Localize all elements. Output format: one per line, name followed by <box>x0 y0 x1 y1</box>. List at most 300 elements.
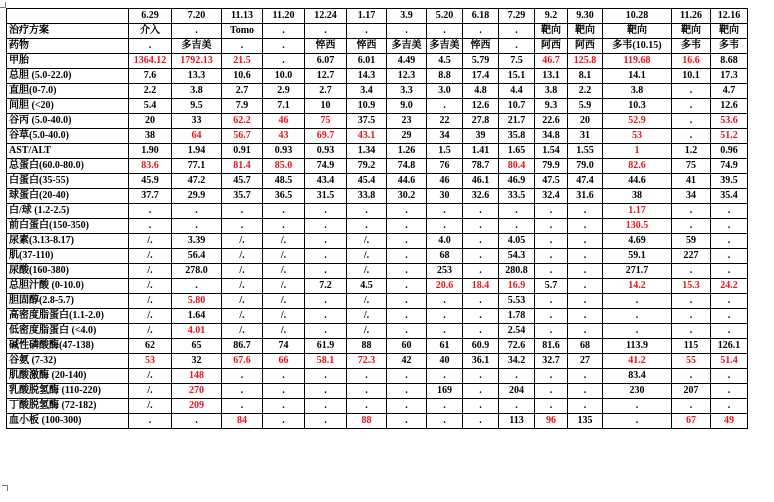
value-cell: 靶向 <box>672 24 711 39</box>
value-cell: 115 <box>672 339 711 354</box>
value-cell: 1.17 <box>603 204 672 219</box>
table-row <box>7 39 748 54</box>
value-cell: 82.6 <box>603 159 672 174</box>
value-cell: 46.1 <box>463 174 499 189</box>
row-label: 尿素(3.13-8.17) <box>7 234 129 249</box>
table-row <box>7 264 748 279</box>
value-cell: 3.4 <box>347 84 387 99</box>
value-cell: 1364.12 <box>129 54 172 69</box>
value-cell: 7.2 <box>305 279 347 294</box>
table-row <box>7 249 748 264</box>
table-row <box>7 114 748 129</box>
value-cell: 1.94 <box>172 144 222 159</box>
value-cell: . <box>305 384 347 399</box>
table-row <box>7 384 748 399</box>
value-cell: 18.4 <box>463 279 499 294</box>
value-cell: 126.1 <box>711 339 748 354</box>
value-cell: 278.0 <box>172 264 222 279</box>
value-cell: /. <box>129 294 172 309</box>
value-cell: 29.9 <box>172 189 222 204</box>
value-cell: . <box>305 309 347 324</box>
value-cell: /. <box>347 309 387 324</box>
value-cell: 27 <box>568 354 603 369</box>
value-cell: . <box>672 324 711 339</box>
value-cell: 12.6 <box>463 99 499 114</box>
value-cell: 1 <box>603 144 672 159</box>
value-cell: 113.9 <box>603 339 672 354</box>
value-cell: . <box>535 219 568 234</box>
value-cell: 34.8 <box>535 129 568 144</box>
value-cell: . <box>387 324 427 339</box>
value-cell: . <box>568 279 603 294</box>
value-cell: 多吉美 <box>427 39 463 54</box>
row-label: AST/ALT <box>7 144 129 159</box>
table-row <box>7 189 748 204</box>
value-cell: 62.2 <box>222 114 263 129</box>
row-label: 胆固醇(2.8-5.7) <box>7 294 129 309</box>
value-cell: . <box>463 324 499 339</box>
row-label: 丁酸脱氢酶 (72-182) <box>7 399 129 414</box>
table-row <box>7 144 748 159</box>
value-cell: . <box>463 369 499 384</box>
value-cell: /. <box>129 324 172 339</box>
value-cell: 34 <box>672 189 711 204</box>
value-cell: 17.4 <box>463 69 499 84</box>
value-cell: 6.07 <box>305 54 347 69</box>
table-row <box>7 369 748 384</box>
value-cell: 47.5 <box>535 174 568 189</box>
value-cell: 1.64 <box>172 309 222 324</box>
value-cell: 2.2 <box>568 84 603 99</box>
value-cell: 88 <box>347 339 387 354</box>
value-cell: 59 <box>672 234 711 249</box>
row-label: 谷草(5.0-40.0) <box>7 129 129 144</box>
value-cell: 75 <box>672 159 711 174</box>
date-cell: 11.20 <box>263 9 305 24</box>
value-cell: 0.93 <box>263 144 305 159</box>
value-cell: . <box>427 294 463 309</box>
value-cell: 51.2 <box>711 129 748 144</box>
table-row <box>7 129 748 144</box>
value-cell: 4.8 <box>463 84 499 99</box>
value-cell: . <box>499 399 535 414</box>
value-cell: 44.6 <box>603 174 672 189</box>
value-cell: /. <box>222 234 263 249</box>
value-cell: 3.3 <box>387 84 427 99</box>
value-cell: 10.0 <box>263 69 305 84</box>
value-cell: 45.9 <box>129 174 172 189</box>
value-cell: 8.1 <box>568 69 603 84</box>
table-row <box>7 294 748 309</box>
value-cell: 15.3 <box>672 279 711 294</box>
value-cell: 4.4 <box>499 84 535 99</box>
value-cell: 8.8 <box>427 69 463 84</box>
value-cell: . <box>568 234 603 249</box>
value-cell: 12.6 <box>711 99 748 114</box>
value-cell: . <box>387 249 427 264</box>
value-cell: /. <box>129 264 172 279</box>
value-cell: . <box>463 294 499 309</box>
value-cell: . <box>568 264 603 279</box>
value-cell: /. <box>222 294 263 309</box>
value-cell: 69.7 <box>305 129 347 144</box>
value-cell: . <box>263 24 305 39</box>
value-cell: 45.7 <box>222 174 263 189</box>
value-cell: 49 <box>711 414 748 429</box>
value-cell: . <box>463 399 499 414</box>
value-cell: . <box>499 219 535 234</box>
value-cell: 43 <box>263 129 305 144</box>
value-cell: 多韦 <box>672 39 711 54</box>
value-cell: . <box>222 219 263 234</box>
value-cell: 31 <box>568 129 603 144</box>
date-cell: 7.20 <box>172 9 222 24</box>
value-cell: Tomo <box>222 24 263 39</box>
date-cell: 7.29 <box>499 9 535 24</box>
value-cell: 56.4 <box>172 249 222 264</box>
value-cell: /. <box>347 249 387 264</box>
value-cell: 60.9 <box>463 339 499 354</box>
value-cell: . <box>711 264 748 279</box>
value-cell: . <box>305 234 347 249</box>
value-cell: /. <box>129 384 172 399</box>
value-cell: 80.4 <box>499 159 535 174</box>
value-cell: 65 <box>172 339 222 354</box>
table-row <box>7 324 748 339</box>
value-cell: . <box>263 399 305 414</box>
value-cell: 40 <box>427 354 463 369</box>
value-cell: . <box>711 234 748 249</box>
value-cell: . <box>603 414 672 429</box>
row-label: 直胆(0-7.0) <box>7 84 129 99</box>
value-cell: . <box>263 414 305 429</box>
value-cell: /. <box>129 369 172 384</box>
value-cell: . <box>305 24 347 39</box>
value-cell: 130.5 <box>603 219 672 234</box>
value-cell: . <box>222 399 263 414</box>
date-header-row <box>7 9 748 24</box>
value-cell: . <box>463 414 499 429</box>
value-cell: . <box>672 204 711 219</box>
value-cell: . <box>172 204 222 219</box>
value-cell: . <box>568 294 603 309</box>
value-cell: /. <box>263 309 305 324</box>
value-cell: 37.7 <box>129 189 172 204</box>
value-cell: 10 <box>305 99 347 114</box>
value-cell: . <box>672 129 711 144</box>
value-cell: 35.8 <box>499 129 535 144</box>
value-cell: 227 <box>672 249 711 264</box>
value-cell: 1.5 <box>427 144 463 159</box>
value-cell: 96 <box>535 414 568 429</box>
value-cell: . <box>263 219 305 234</box>
value-cell: 5.79 <box>463 54 499 69</box>
value-cell: 81.6 <box>535 339 568 354</box>
value-cell: 靶向 <box>568 24 603 39</box>
value-cell: /. <box>263 279 305 294</box>
value-cell: 169 <box>427 384 463 399</box>
value-cell: . <box>387 24 427 39</box>
value-cell: . <box>427 24 463 39</box>
value-cell: 34.2 <box>499 354 535 369</box>
value-cell: . <box>672 114 711 129</box>
value-cell: 59.1 <box>603 249 672 264</box>
table-row <box>7 69 748 84</box>
value-cell: 9.3 <box>535 99 568 114</box>
value-cell: 36.1 <box>463 354 499 369</box>
value-cell: 16.9 <box>499 279 535 294</box>
value-cell: 35.7 <box>222 189 263 204</box>
value-cell: 35.4 <box>711 189 748 204</box>
value-cell: . <box>535 204 568 219</box>
value-cell: 34 <box>427 129 463 144</box>
date-cell: 6.29 <box>129 9 172 24</box>
value-cell: 43.4 <box>305 174 347 189</box>
value-cell: 78.7 <box>463 159 499 174</box>
value-cell: . <box>535 324 568 339</box>
value-cell: . <box>499 369 535 384</box>
value-cell: 31.6 <box>568 189 603 204</box>
value-cell: 13.1 <box>535 69 568 84</box>
value-cell: 3.8 <box>603 84 672 99</box>
value-cell: . <box>499 39 535 54</box>
value-cell: 5.53 <box>499 294 535 309</box>
value-cell: . <box>711 369 748 384</box>
value-cell: 77.1 <box>172 159 222 174</box>
lab-results-table <box>6 8 748 429</box>
value-cell: 48.5 <box>263 174 305 189</box>
value-cell: . <box>305 249 347 264</box>
row-label: 甲胎 <box>7 54 129 69</box>
row-label: 碱性磷酸酶(47-138) <box>7 339 129 354</box>
value-cell: 74.9 <box>711 159 748 174</box>
value-cell: 83.4 <box>603 369 672 384</box>
value-cell: /. <box>263 264 305 279</box>
value-cell: 靶向 <box>603 24 672 39</box>
value-cell: /. <box>222 309 263 324</box>
value-cell: /. <box>347 264 387 279</box>
value-cell: 2.2 <box>129 84 172 99</box>
value-cell: . <box>129 219 172 234</box>
value-cell: . <box>263 384 305 399</box>
value-cell: . <box>263 369 305 384</box>
value-cell: 42 <box>387 354 427 369</box>
value-cell: 74.9 <box>305 159 347 174</box>
value-cell: . <box>427 219 463 234</box>
value-cell: 30 <box>427 189 463 204</box>
value-cell: 27.8 <box>463 114 499 129</box>
value-cell: 13.3 <box>172 69 222 84</box>
value-cell: . <box>672 369 711 384</box>
table-row <box>7 204 748 219</box>
value-cell: . <box>711 399 748 414</box>
value-cell: . <box>535 264 568 279</box>
value-cell: . <box>129 204 172 219</box>
row-label: 球蛋白(20-40) <box>7 189 129 204</box>
value-cell: . <box>711 384 748 399</box>
value-cell: . <box>568 249 603 264</box>
value-cell: . <box>568 324 603 339</box>
value-cell: 10.1 <box>672 69 711 84</box>
value-cell: 58.1 <box>305 354 347 369</box>
value-cell: 83.6 <box>129 159 172 174</box>
header-corner-cell <box>7 9 129 24</box>
value-cell: /. <box>347 294 387 309</box>
value-cell: . <box>427 309 463 324</box>
value-cell: 53 <box>603 129 672 144</box>
value-cell: . <box>568 384 603 399</box>
value-cell: 86.7 <box>222 339 263 354</box>
value-cell: . <box>711 309 748 324</box>
value-cell: 32 <box>172 354 222 369</box>
value-cell: . <box>387 414 427 429</box>
value-cell: 36.5 <box>263 189 305 204</box>
value-cell: 280.8 <box>499 264 535 279</box>
value-cell: . <box>427 369 463 384</box>
value-cell: /. <box>263 324 305 339</box>
value-cell: 32.6 <box>463 189 499 204</box>
value-cell: 多韦(10.15) <box>603 39 672 54</box>
value-cell: . <box>568 219 603 234</box>
value-cell: . <box>222 369 263 384</box>
value-cell: 介入 <box>129 24 172 39</box>
value-cell: . <box>711 204 748 219</box>
row-label: 白/球 (1.2-2.5) <box>7 204 129 219</box>
value-cell: 多吉美 <box>387 39 427 54</box>
value-cell: 84 <box>222 414 263 429</box>
value-cell: . <box>427 324 463 339</box>
value-cell: 10.3 <box>603 99 672 114</box>
table-row <box>7 24 748 39</box>
value-cell: . <box>387 234 427 249</box>
row-label: 前白蛋白(150-350) <box>7 219 129 234</box>
value-cell: 2.7 <box>305 84 347 99</box>
value-cell: . <box>568 369 603 384</box>
value-cell: 74.8 <box>387 159 427 174</box>
value-cell: . <box>463 309 499 324</box>
value-cell: 29 <box>387 129 427 144</box>
value-cell: /. <box>347 324 387 339</box>
value-cell: . <box>172 414 222 429</box>
value-cell: . <box>568 309 603 324</box>
value-cell: 16.6 <box>672 54 711 69</box>
value-cell: 270 <box>172 384 222 399</box>
value-cell: . <box>568 204 603 219</box>
value-cell: 53.6 <box>711 114 748 129</box>
row-label: 血小板 (100-300) <box>7 414 129 429</box>
value-cell: 4.69 <box>603 234 672 249</box>
value-cell: . <box>427 204 463 219</box>
value-cell: 76 <box>427 159 463 174</box>
value-cell: 44.6 <box>387 174 427 189</box>
value-cell: 14.3 <box>347 69 387 84</box>
value-cell: 2.54 <box>499 324 535 339</box>
table-row <box>7 279 748 294</box>
date-cell: 11.13 <box>222 9 263 24</box>
value-cell: . <box>305 324 347 339</box>
value-cell: 靶向 <box>535 24 568 39</box>
value-cell: 204 <box>499 384 535 399</box>
row-label: 乳酸脱氢酶 (110-220) <box>7 384 129 399</box>
value-cell: /. <box>129 309 172 324</box>
value-cell: . <box>347 24 387 39</box>
value-cell: 75 <box>305 114 347 129</box>
value-cell: 15.1 <box>499 69 535 84</box>
value-cell: 4.5 <box>427 54 463 69</box>
value-cell: . <box>427 399 463 414</box>
value-cell: . <box>463 264 499 279</box>
value-cell: 1.54 <box>535 144 568 159</box>
value-cell: . <box>387 399 427 414</box>
value-cell: 2.7 <box>222 84 263 99</box>
value-cell: 32.7 <box>535 354 568 369</box>
value-cell: . <box>387 219 427 234</box>
value-cell: 46 <box>263 114 305 129</box>
table-row <box>7 399 748 414</box>
value-cell: /. <box>263 294 305 309</box>
value-cell: 7.5 <box>499 54 535 69</box>
value-cell: . <box>535 294 568 309</box>
row-label: 总蛋白(60.0-80.0) <box>7 159 129 174</box>
value-cell: 20 <box>129 114 172 129</box>
value-cell: 33 <box>172 114 222 129</box>
value-cell: /. <box>263 234 305 249</box>
value-cell: 47.2 <box>172 174 222 189</box>
row-label: 尿酸(160-380) <box>7 264 129 279</box>
value-cell: /. <box>347 234 387 249</box>
value-cell: 81.4 <box>222 159 263 174</box>
value-cell: 6.01 <box>347 54 387 69</box>
value-cell: 12.7 <box>305 69 347 84</box>
value-cell: . <box>535 234 568 249</box>
row-label: 肌酸激酶 (20-140) <box>7 369 129 384</box>
value-cell: 22.6 <box>535 114 568 129</box>
value-cell: 10.9 <box>347 99 387 114</box>
value-cell: 33.5 <box>499 189 535 204</box>
value-cell: 1792.13 <box>172 54 222 69</box>
value-cell: 72.3 <box>347 354 387 369</box>
value-cell: . <box>711 294 748 309</box>
value-cell: . <box>387 264 427 279</box>
value-cell: 67 <box>672 414 711 429</box>
corner-mark-bottom <box>2 485 8 491</box>
value-cell: 4.01 <box>172 324 222 339</box>
date-cell: 12.16 <box>711 9 748 24</box>
value-cell: . <box>305 294 347 309</box>
row-label: 间胆 (<20) <box>7 99 129 114</box>
table-row <box>7 309 748 324</box>
value-cell: 125.8 <box>568 54 603 69</box>
value-cell: 10.6 <box>222 69 263 84</box>
value-cell: 79.9 <box>535 159 568 174</box>
value-cell: 2.9 <box>263 84 305 99</box>
value-cell: . <box>387 279 427 294</box>
value-cell: 悴西 <box>347 39 387 54</box>
value-cell: 64 <box>172 129 222 144</box>
value-cell: /. <box>222 264 263 279</box>
value-cell: . <box>129 414 172 429</box>
value-cell: 24.2 <box>711 279 748 294</box>
value-cell: . <box>535 309 568 324</box>
value-cell: . <box>305 264 347 279</box>
table-row <box>7 99 748 114</box>
value-cell: 38 <box>603 189 672 204</box>
value-cell: . <box>711 249 748 264</box>
value-cell: . <box>499 204 535 219</box>
value-cell: 39.5 <box>711 174 748 189</box>
table-row <box>7 414 748 429</box>
value-cell: . <box>463 249 499 264</box>
